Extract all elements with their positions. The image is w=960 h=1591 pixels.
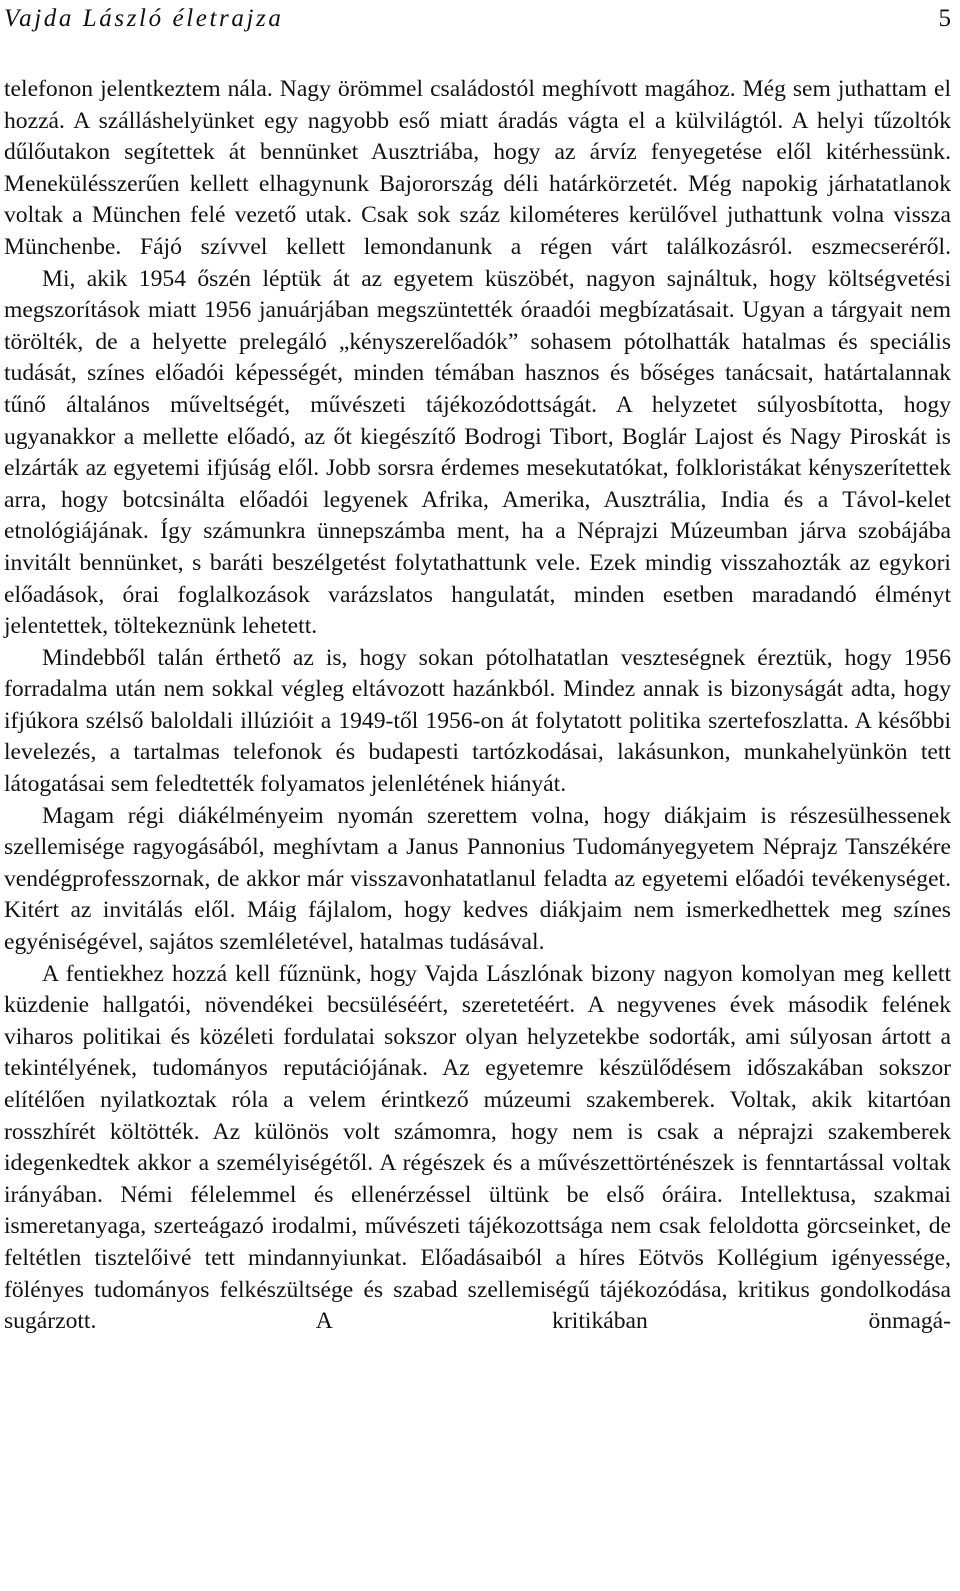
paragraph-5: A fentiekhez hozzá kell fűznünk, hogy Vajda Lászlónak bizony nagyon komolyan meg kellett küzdenie hallgatói, növendékei becsüléséért, szeretetéért. A negyvenes évek második felének viharos politikai és közéleti fordulatai sokszor olyan helyzetekbe sodorták, ami súlyosan ártott a tekintélyének, tudományos reputációjának. Az egyetemre készülődésem időszakában sokszor elítélően nyilatkoztak róla a velem érintkező múzeumi szakemberek. Voltak, akik kitartóan rosszhírét költötték. Az különös volt számomra, hogy nem is csak a néprajzi szakemberek idegenkedtek akkor a személyiségétől. A régészek és a művészettörténészek is fenntartással voltak irányában. Némi félelemmel és ellenérzéssel ültünk be első óráira. Intellektusa, szakmai ismeretanyaga, szerteágazó irodalmi, művészeti tájékozottsága nem csak feloldotta görcseinket, de feltétlen tisztelőivé tett mindannyiunkat. Előadásaiból a híres Eötvös Kollégium igényessége, fölényes tudományos felkészültsége és szabad szellemiségű tájékozódása, kritikus gondolkodása sugárzott. A kritikában önmagá- (4, 960, 951, 1335)
paragraph-3: Mindebből talán érthető az is, hogy sokan pótolhatatlan veszteségnek éreztük, hogy 1956 forradalma után nem sokkal végleg eltávozott hazánkból. Mindez annak is bizonyságát adta, hogy ifjúkora szélső baloldali illúzióit a 1949-től 1956-on át folytatott politika szertefoszlatta. A későbbi levelezés, a tartalmas telefonok és budapesti tartózkodásai, lakásunkon, munkahelyünkön tett látogatásai sem feledtették folyamatos jelenlétének hiányát. (4, 644, 951, 798)
paragraph-4: Magam régi diákélményeim nyomán szerettem volna, hogy diákjaim is részesülhessenek szellemisége ragyogásából, meghívtam a Janus Pannonius Tudományegyetem Néprajz Tanszékére vendégprofesszornak, de akkor már visszavonhatatlanul feladta az egyetemi előadói tevékenységet. Kitért az invitálás elől. Máig fájlalom, hogy kedves diákjaim nem ismerkedhettek meg színes egyéniségével, sajátos szemléletével, hatalmas tudásával. (4, 802, 951, 956)
page-number: 5 (938, 5, 951, 32)
paragraph-1: telefonon jelentkeztem nála. Nagy örömmel családostól meghívott magához. Még sem juthattam el hozzá. A szálláshelyünket egy nagyobb eső miatt áradás vágta el a külvilágtól. A helyi tűzoltók dűlőutakon segítettek át bennünket Ausztriába, hogy az árvíz fenyegetése elől kitérhessünk. Menekülésszerűen kellett elhagynunk Bajorország déli határkörzetét. Még napokig járhatatlanok voltak a München felé vezető utak. Csak sok száz kilométeres kerülővel juthattunk volna vissza Münchenbe. Fájó szívvel kellett lemondanunk a régen várt találkozásról. eszmecseréről. (4, 76, 951, 260)
paragraph-2: Mi, akik 1954 őszén léptük át az egyetem küszöbét, nagyon sajnáltuk, hogy költségvetési megszorítások miatt 1956 januárjában megszüntették óraadói megbízatásait. Ugyan a tárgyait nem törölték, de a helyette prelegáló „kényszerelőadók” sohasem pótolhatták hatalmas és speciális tudását, színes előadói képességét, minden témában hasznos és bőséges tanácsait, határtalannak tűnő általános műveltségét, művészeti tájékozódottságát. A helyzetet súlyosbította, hogy ugyanakkor a mellette előadó, az őt kiegészítő Bodrogi Tibort, Boglár Lajost és Nagy Piroskát is elzárták az egyetemi ifjúság elől. Jobb sorsra érdemes mesekutatókat, folkloristákat kényszerítettek arra, hogy botcsinálta előadói legyenek Afrika, Amerika, Ausztrália, India és a Távol-kelet etnológiájának. Így számunkra ünnepszámba ment, ha a Néprajzi Múzeumban járva szobájába invitált bennünket, s baráti beszélgetést folytathattunk vele. Ezek mindig visszahozták az egykori előadások, órai foglalkozások varázslatos hangulatát, minden esetben maradandó élményt jelentettek, töltekeznünk lehetett. (4, 265, 951, 640)
running-header (4, 2, 951, 36)
body-text (4, 74, 951, 1338)
running-title: Vajda László életrajza (4, 5, 284, 32)
